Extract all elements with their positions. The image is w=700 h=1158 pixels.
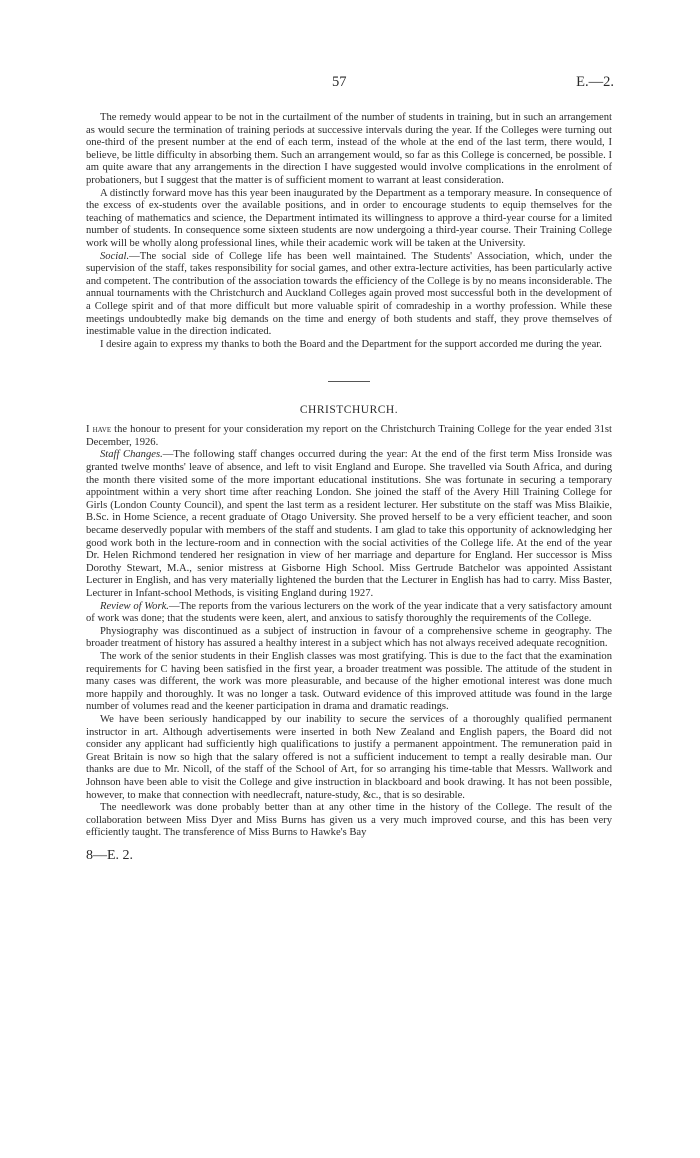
section-divider bbox=[328, 381, 370, 382]
paragraph: We have been seriously handicapped by our inability to secure the services of a thoroughly qualified permanent instructor in art. Although advertisements were inserted in both New Zealand and English papers, the Board did not consider any applicant had sufficiently high qualifications to justify a permanent appointment. The remuneration paid in Great Britain is now so high that the salary offered is not a sufficient inducement to tempt a really desirable man. Our thanks are due to Mr. Nicoll, of the staff of the School of Art, for so arranging his time-table that Messrs. Wallwork and Johnson have been able to visit the College and give instruction in blackboard and book drawing. It has not been possible, however, to make that connection with needlecraft, nature-study, &c., that is so desirable. bbox=[86, 713, 612, 801]
paragraph bbox=[86, 251, 612, 339]
document-page bbox=[86, 0, 612, 864]
report-continuation bbox=[86, 112, 612, 351]
paragraph-text: —The reports from the various lecturers on the work of the year indicate that a very satisfactory amount of work was done; that the students were keen, alert, and anxious to satisfy thoroughly the requirements of the College. bbox=[86, 600, 613, 625]
paragraph-heading: Staff Changes. bbox=[100, 449, 163, 461]
paragraph-text: —The following staff changes occurred during the year: At the end of the first term Miss Ironside was granted twelve months' leave of absence, and left to visit England and Europe. She travelled via South Africa, and during the month there visited some of the more important educational institutions. She was fortunate in securing a temporary appointment within a very short time after reaching London. She joined the staff of the Avery Hill Training College for Girls (London County Council), and spent the last term as a resident lecturer. Her substitute on the staff was Miss Blaikie, B.Sc. in Home Science, a recent graduate of Otago University. She proved herself to be a very efficient teacher, and soon became deservedly popular with members of the staff and students. I am glad to take this opportunity of acknowledging her good work both in the lecture-room and in connection with the social activities of the College life. At the end of the year Dr. Helen Richmond tendered her resignation in view of her marriage and departure for England. Her successor is Miss Dorothy Stewart, M.A., senior mistress at Gisborne High School. Miss Gertrude Batchelor was appointed Assistant Lecturer in English, and has very materially lightened the burden that the Lecturer in English has had to carry. Miss Baster, Lecturer in Infant-school Methods, is visiting England during 1927. bbox=[86, 449, 612, 599]
paragraph: I desire again to express my thanks to both the Board and the Department for the support accorded me during the year. bbox=[100, 338, 602, 350]
paragraph-heading: Social. bbox=[100, 250, 130, 262]
paragraph: Physiography was discontinued as a subject of instruction in favour of a comprehensive scheme in geography. The broader treatment of history has assured a healthy interest in a subject which has not always received adequate recognition. bbox=[86, 625, 612, 650]
paragraph bbox=[86, 449, 612, 600]
paragraph-text: the honour to present for your consideration my report on the Christchurch Training College for the year ended 31st December, 1926. bbox=[86, 424, 613, 448]
paragraph: The remedy would appear to be not in the curtailment of the number of students in training, but in such an arrangement as would secure the termination of training periods at successive intervals during the year. If the Colleges were turning out one-third of the present number at the end of each term, instead of the whole at the end of the last term, there would, I believe, be little difficulty in absorbing them. Such an arrangement would, so far as this College is concerned, be possible. I am quite aware that any arrangements in the direction I have suggested would involve complications in the enrolment of probationers, but I suggest that the matter is of sufficient moment to warrant at least consideration. bbox=[86, 112, 612, 186]
section-title: CHRISTCHURCH. bbox=[299, 404, 399, 417]
paragraph-text: —The social side of College life has been well maintained. The Students' Association, which, under the supervision of the staff, takes responsibility for social games, and other extra-lecture activities, has been particularly active and competent. The contribution of the association towards the efficiency of the College is by no means inconsiderable. The annual tournaments with the Christchurch and Auckland Colleges again proved most successful both in the development of a College spirit and of that more difficult but more valuable spirit of comradeship in a worthy profession. While these meetings undoubtedly make big demands on the time and energy of both students and staff, they prove themselves of inestimable value in the direction indicated. bbox=[86, 250, 613, 338]
paragraph: The needlework was done probably better than at any other time in the history of the College. The result of the collaboration between Miss Dyer and Miss Burns has given us a very much improved course, and this has been very efficiently taught. The transference of Miss Burns to Hawke's Bay bbox=[86, 802, 612, 839]
paragraph-heading: Review of Work. bbox=[100, 600, 169, 612]
paragraph: A distinctly forward move has this year been inaugurated by the Department as a temporary measure. In consequence of the excess of ex-students over the available positions, and in order to encourage students to equip themselves for the teaching of mathematics and science, the Department intimated its willingness to approve a third-year course for a limited number of students. In consequence some sixteen students are now undergoing a third-year course. Their Training College work will be wholly along professional lines, while their academic work will be taken at the University. bbox=[86, 187, 612, 249]
paragraph: The work of the senior students in their English classes was most gratifying. This is due to the fact that the examination requirements for C having been satisfied in the first year, a broader treatment was possible. The attitude of the student in many cases was different, the work was more pleasurable, and because of the higher emotional interest was done much more happily and thoroughly. It was no longer a task. Outward evidence of this improved attitude was found in the large number of volumes read and the keener participation in drama and dramatic readings. bbox=[86, 650, 612, 713]
page-header bbox=[86, 74, 612, 104]
opening-words: I have bbox=[86, 424, 112, 436]
section-reference: E.—2. bbox=[576, 74, 614, 90]
page-footer-signature: 8—E. 2. bbox=[86, 847, 134, 863]
christchurch-report bbox=[86, 424, 612, 840]
page-number: 57 bbox=[332, 74, 347, 90]
paragraph bbox=[86, 424, 612, 449]
paragraph bbox=[86, 601, 612, 626]
